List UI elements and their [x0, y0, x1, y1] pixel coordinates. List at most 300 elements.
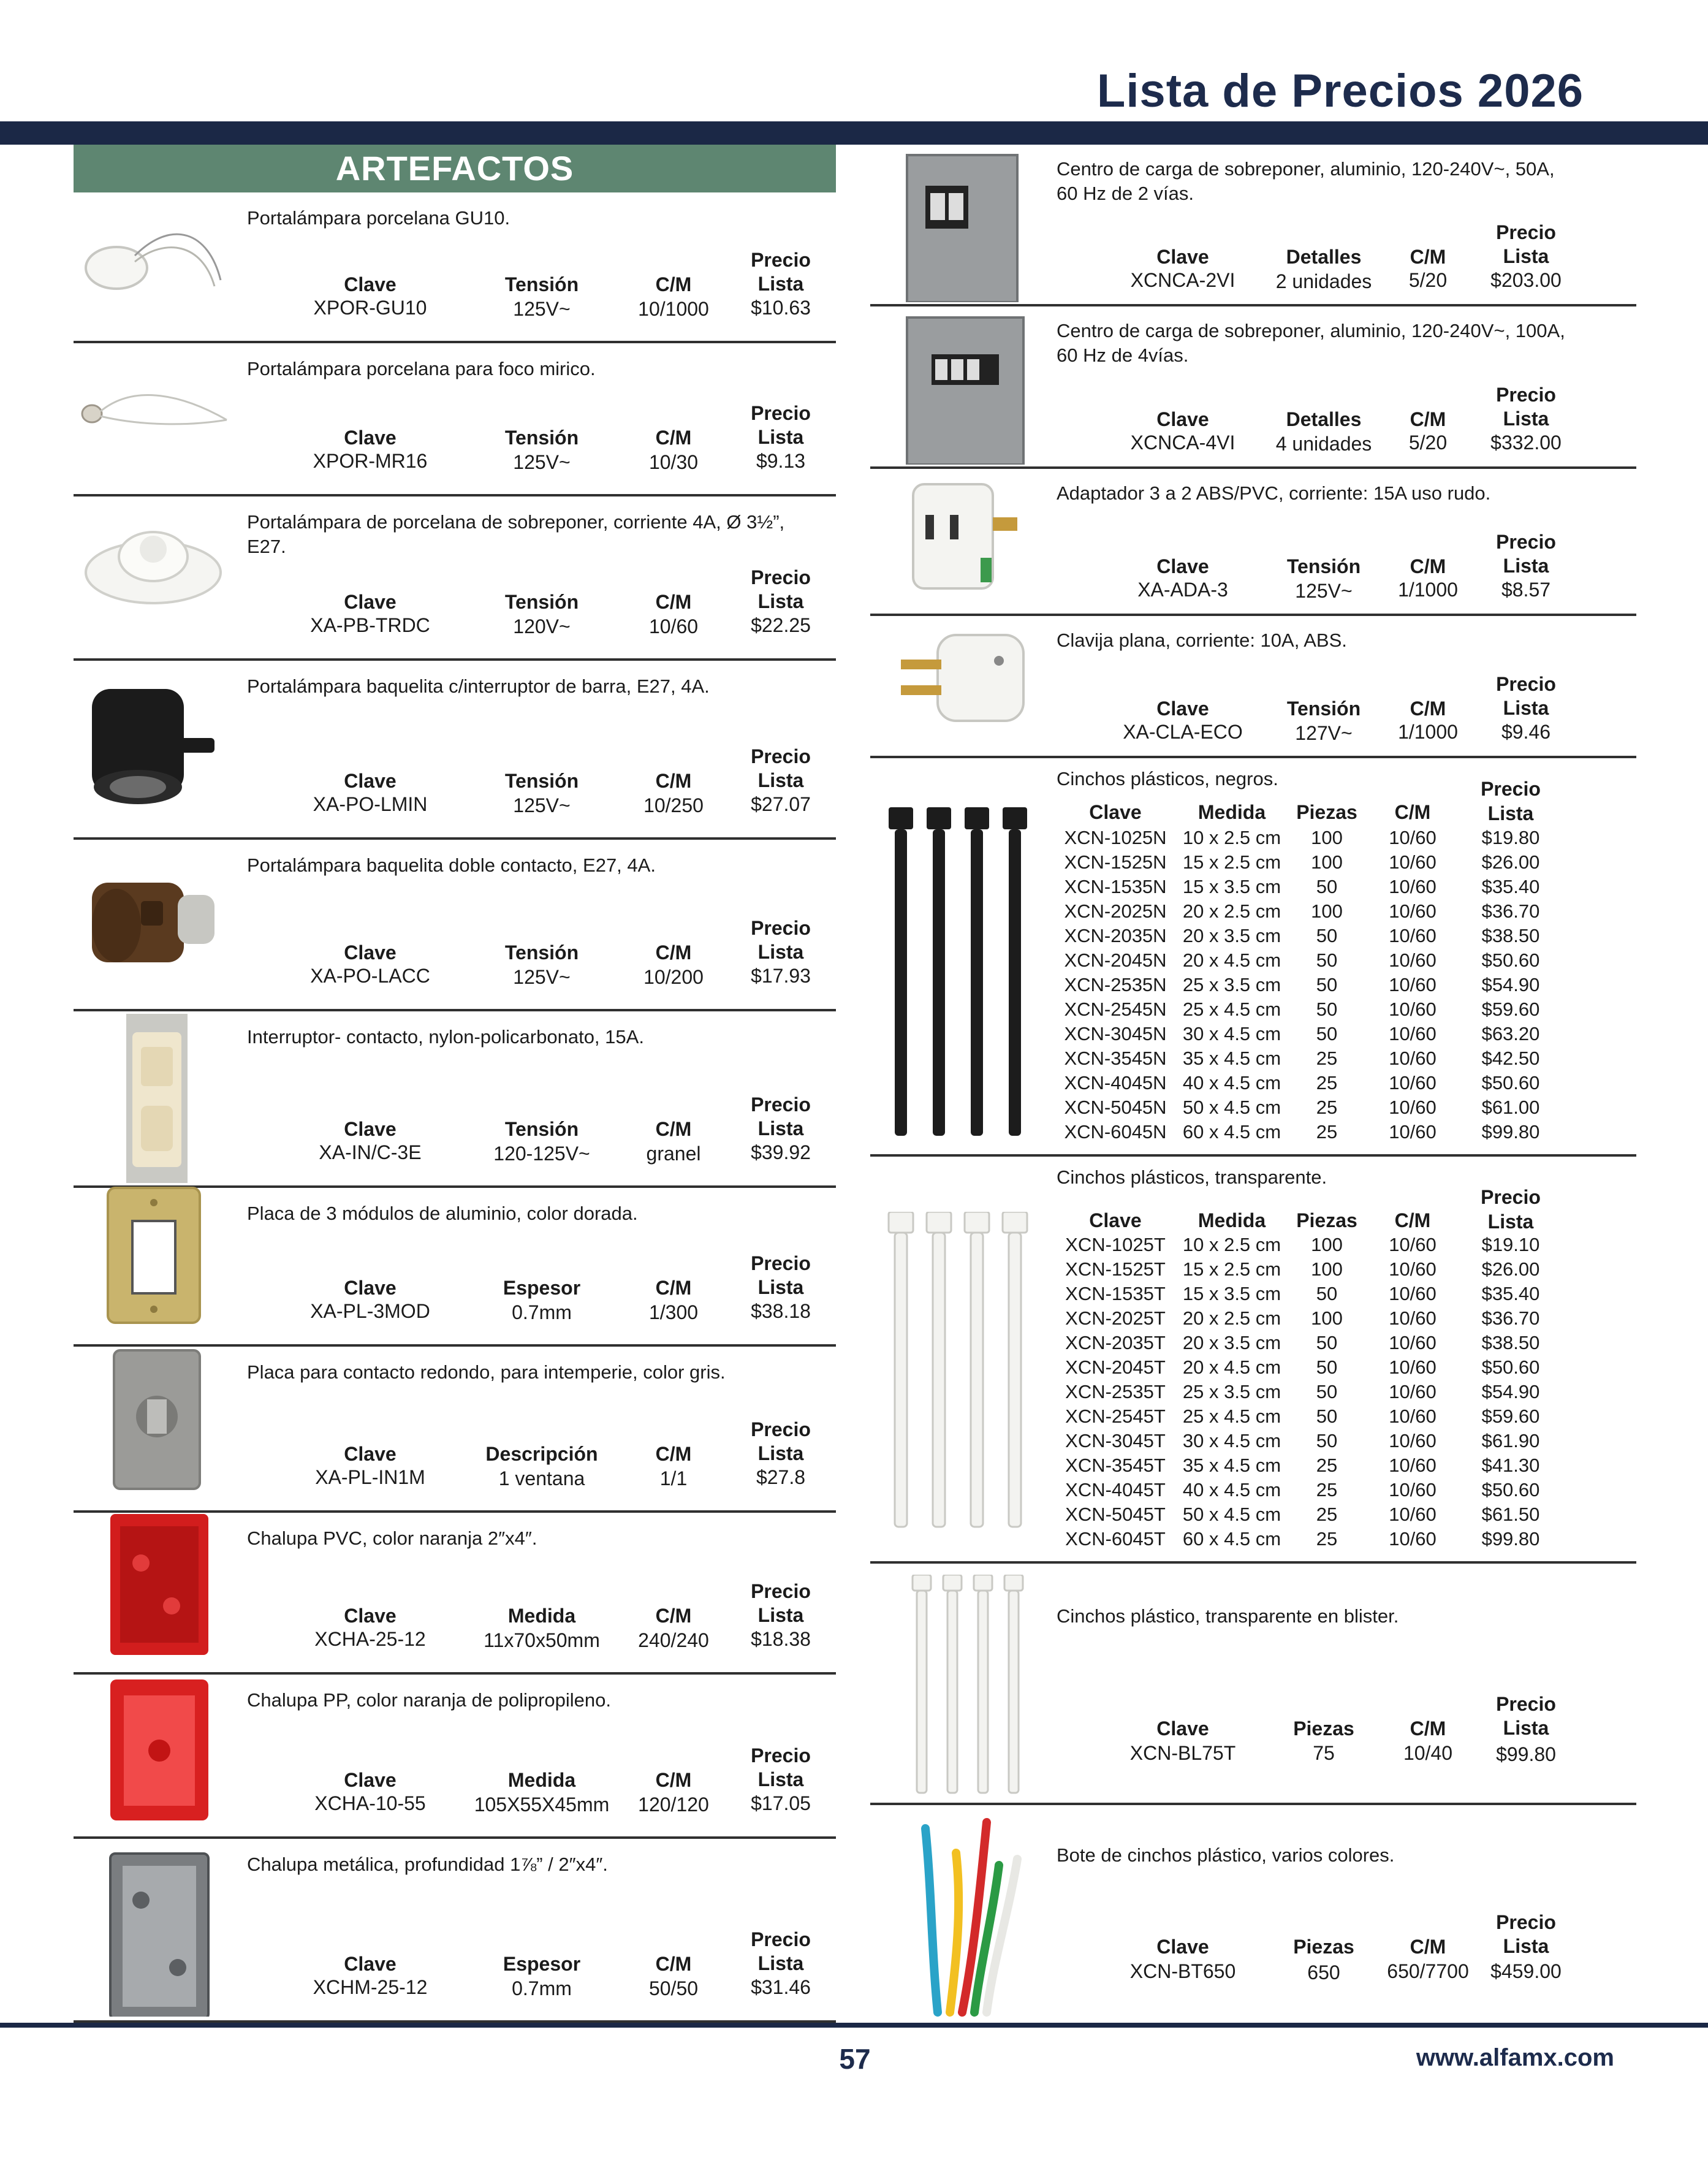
- precio-cell: $38.50: [1481, 925, 1540, 946]
- lista-label: Lista: [757, 1442, 804, 1464]
- clave-value: XA-PL-IN1M: [315, 1466, 425, 1488]
- piezas-cell: 100: [1311, 851, 1343, 873]
- clave-cell: XCN-1535T: [1065, 1283, 1166, 1304]
- medida-cell: 25 x 4.5 cm: [1182, 998, 1281, 1020]
- cm-header: C/M: [655, 591, 692, 613]
- product-description: Chalupa PP, color naranja de polipropileno.: [247, 1689, 612, 1711]
- clave-header: Clave: [1156, 246, 1209, 268]
- cm-value: 10/30: [648, 451, 699, 473]
- clave-cell: XCN-1525T: [1065, 1258, 1166, 1280]
- product-description: Placa de 3 módulos de aluminio, color dorada.: [247, 1203, 638, 1224]
- cm-cell: 10/60: [1389, 1258, 1437, 1280]
- precio-label: Precio: [751, 1418, 811, 1440]
- cm-cell: 10/60: [1389, 1234, 1437, 1255]
- precio-header: [726, 916, 836, 964]
- clave-cell: XCN-2545T: [1065, 1405, 1166, 1427]
- lista-label: Lista: [757, 1952, 804, 1974]
- cinchos-negros-desc: Cinchos plásticos, negros.: [1057, 768, 1278, 789]
- piezas-value: 650: [1307, 1961, 1340, 1984]
- precio-label: Precio: [751, 402, 811, 424]
- precio-cell: $61.00: [1481, 1097, 1540, 1118]
- table-row: [870, 1331, 1636, 1355]
- precio-header: [726, 566, 836, 614]
- clave-header: Clave: [344, 1118, 397, 1140]
- precio-header: [726, 248, 836, 296]
- cinchos-negros-block: [870, 758, 1636, 1157]
- piezas-cell: 25: [1316, 1479, 1338, 1500]
- table-row: [870, 948, 1636, 973]
- page-number: 57: [839, 2043, 871, 2075]
- piezas-cell: 50: [1316, 1332, 1338, 1353]
- cm-value: 120/120: [638, 1793, 709, 1816]
- cm-cell: 10/60: [1389, 1381, 1437, 1402]
- table-row: [870, 1120, 1636, 1144]
- description-line-1: Centro de carga de sobreponer, aluminio, 120-240V~, 100A,: [1057, 320, 1565, 341]
- lista-label: Lista: [757, 941, 804, 963]
- precio-cell: $54.90: [1481, 974, 1540, 995]
- lista-label: Lista: [757, 590, 804, 612]
- cm-cell: 10/60: [1389, 1405, 1437, 1427]
- cm-header: C/M: [1410, 408, 1446, 430]
- clave-header: Clave: [344, 1605, 397, 1627]
- cm-value: 1/1000: [1398, 721, 1458, 743]
- medida-cell: 10 x 2.5 cm: [1182, 1234, 1281, 1255]
- footer-bar: [0, 2023, 1708, 2028]
- medida-cell: 50 x 4.5 cm: [1182, 1504, 1281, 1525]
- lista-label: Lista: [1503, 555, 1549, 577]
- product-description: Interruptor- contacto, nylon-policarbonato, 15A.: [247, 1026, 644, 1048]
- clave-cell: XCN-2035N: [1064, 925, 1167, 946]
- cm-header: C/M: [655, 1605, 692, 1627]
- precio-cell: $36.70: [1481, 1307, 1540, 1329]
- precio-label: Precio: [751, 1094, 811, 1116]
- spec-value: 120-125V~: [493, 1143, 590, 1165]
- precio-header: [726, 1928, 836, 1976]
- product-description: Placa para contacto redondo, para intemperie, color gris.: [247, 1361, 726, 1383]
- col-piezas-header: Piezas: [1296, 1209, 1357, 1231]
- lista-label: Lista: [757, 426, 804, 448]
- medida-cell: 35 x 4.5 cm: [1182, 1455, 1281, 1476]
- medida-cell: 15 x 2.5 cm: [1182, 851, 1281, 873]
- precio-value: $17.93: [751, 965, 811, 987]
- medida-cell: 50 x 4.5 cm: [1182, 1097, 1281, 1118]
- table-row: [870, 1306, 1636, 1331]
- clave-header: Clave: [344, 1443, 397, 1465]
- cm-cell: 10/60: [1389, 827, 1437, 848]
- clave-value: XCN-BL75T: [1129, 1742, 1236, 1764]
- product-row: [74, 1513, 836, 1675]
- section-title: ARTEFACTOS: [74, 145, 836, 192]
- spec-value: 2 unidades: [1275, 270, 1372, 292]
- precio-cell: $19.80: [1481, 827, 1540, 848]
- cinchos-transparente-block: [870, 1157, 1636, 1564]
- table-row: [870, 1355, 1636, 1380]
- product-image: [74, 1845, 239, 2017]
- product-image: [74, 493, 239, 664]
- cm-value: 1/300: [648, 1301, 699, 1323]
- blister-block: [870, 1564, 1636, 1805]
- table-row: [870, 1453, 1636, 1478]
- clave-value: XPOR-GU10: [313, 297, 427, 319]
- cm-cell: 10/60: [1389, 1504, 1437, 1525]
- spec-value: 105X55X45mm: [474, 1793, 610, 1816]
- product-image: [74, 1671, 239, 1843]
- cm-header: C/M: [655, 1953, 692, 1975]
- piezas-cell: 50: [1316, 1283, 1338, 1304]
- cm-cell: 10/60: [1389, 900, 1437, 922]
- clave-cell: XCN-4045N: [1064, 1072, 1167, 1094]
- precio-header: [726, 1580, 836, 1627]
- clave-cell: XCN-3545T: [1065, 1455, 1166, 1476]
- precio-cell: $61.50: [1481, 1504, 1540, 1525]
- col-medida-header: Medida: [1197, 801, 1266, 823]
- product-description: Portalámpara porcelana para foco mirico.: [247, 358, 596, 379]
- precio-label: Precio: [1496, 1911, 1556, 1933]
- spec-value: 125V~: [513, 966, 571, 988]
- clave-value: XA-IN/C-3E: [319, 1141, 422, 1163]
- cm-header: C/M: [1410, 246, 1446, 268]
- blister-cable-ties-image: [910, 1575, 1027, 1795]
- clave-header: Clave: [344, 1769, 397, 1791]
- cm-cell: 10/60: [1389, 925, 1437, 946]
- clave-cell: XCN-2535T: [1065, 1381, 1166, 1402]
- product-description: [1057, 628, 1633, 653]
- product-image: [74, 1014, 239, 1185]
- medida-cell: 20 x 4.5 cm: [1182, 1356, 1281, 1378]
- medida-cell: 20 x 2.5 cm: [1182, 900, 1281, 922]
- piezas-cell: 50: [1316, 949, 1338, 971]
- table-row: [870, 1282, 1636, 1306]
- clave-value: XA-PO-LACC: [310, 965, 430, 987]
- clave-value: XA-ADA-3: [1137, 579, 1228, 601]
- clave-cell: XCN-1535N: [1064, 876, 1167, 897]
- table-row: [870, 850, 1636, 875]
- clave-cell: XCN-2025T: [1065, 1307, 1166, 1329]
- product-description: Portalámpara baquelita c/interruptor de barra, E27, 4A.: [247, 675, 710, 697]
- spec-header: Detalles: [1286, 246, 1362, 268]
- cm-value: 50/50: [648, 1977, 699, 1999]
- website-link[interactable]: www.alfamx.com: [1416, 2044, 1614, 2071]
- table-row: [870, 1257, 1636, 1282]
- precio-cell: $36.70: [1481, 900, 1540, 922]
- medida-cell: 10 x 2.5 cm: [1182, 827, 1281, 848]
- precio-value: $203.00: [1490, 269, 1562, 291]
- cm-value: 1/1: [659, 1467, 688, 1489]
- cm-cell: 10/60: [1389, 1023, 1437, 1044]
- clave-header: Clave: [344, 770, 397, 792]
- medida-cell: 25 x 3.5 cm: [1182, 974, 1281, 995]
- piezas-cell: 50: [1316, 1356, 1338, 1378]
- product-row: [74, 496, 836, 661]
- precio-cell: $26.00: [1481, 851, 1540, 873]
- cm-header: C/M: [655, 1277, 692, 1299]
- cm-value: 10/250: [643, 794, 704, 816]
- precio-label: Precio: [751, 745, 811, 767]
- cm-cell: 10/60: [1389, 1479, 1437, 1500]
- precio-value: $18.38: [751, 1628, 811, 1650]
- product-description: [1057, 319, 1633, 368]
- col-piezas-header: Piezas: [1296, 801, 1357, 823]
- lista-label: Lista: [757, 1117, 804, 1139]
- precio-header: [726, 1093, 836, 1141]
- colored-cable-ties-image: [907, 1816, 1030, 2018]
- medida-cell: 60 x 4.5 cm: [1182, 1121, 1281, 1143]
- precio-cell: $50.60: [1481, 1356, 1540, 1378]
- spec-value: 11x70x50mm: [484, 1629, 600, 1651]
- product-image: [74, 182, 239, 354]
- spec-value: 125V~: [513, 794, 571, 816]
- lista-label: Lista: [1503, 697, 1549, 719]
- product-row: [870, 306, 1636, 469]
- medida-cell: 30 x 4.5 cm: [1182, 1023, 1281, 1044]
- cm-cell: 10/60: [1389, 1307, 1437, 1329]
- piezas-cell: 50: [1316, 1405, 1338, 1427]
- lista-label: Lista: [1487, 1211, 1534, 1233]
- product-row: [74, 1011, 836, 1188]
- medida-cell: 25 x 4.5 cm: [1182, 1405, 1281, 1427]
- clave-header: Clave: [344, 941, 397, 964]
- piezas-cell: 100: [1311, 1258, 1343, 1280]
- cm-cell: 10/60: [1389, 1455, 1437, 1476]
- description-line-2: 60 Hz de 2 vías.: [1057, 183, 1194, 204]
- precio-value: $31.46: [751, 1976, 811, 1998]
- precio-header: [1471, 1911, 1581, 1958]
- clave-value: XCNCA-4VI: [1130, 432, 1235, 454]
- medida-cell: 30 x 4.5 cm: [1182, 1430, 1281, 1451]
- precio-cell: $42.50: [1481, 1048, 1540, 1069]
- product-row: [74, 840, 836, 1011]
- table-row: [870, 1429, 1636, 1453]
- precio-cell: $35.40: [1481, 1283, 1540, 1304]
- product-row: [74, 1188, 836, 1347]
- cm-value: 650/7700: [1387, 1960, 1469, 1982]
- clave-cell: XCN-2535N: [1064, 974, 1167, 995]
- cm-value: granel: [646, 1143, 701, 1165]
- precio-cell: $61.90: [1481, 1430, 1540, 1451]
- clave-cell: XCN-3545N: [1064, 1048, 1167, 1069]
- spec-value: 4 unidades: [1275, 433, 1372, 455]
- spec-header: Tensión: [504, 427, 579, 449]
- precio-header: [1471, 221, 1581, 268]
- precio-label: Precio: [1496, 1693, 1556, 1715]
- precio-cell: $41.30: [1481, 1455, 1540, 1476]
- table-row: [870, 1380, 1636, 1404]
- cm-cell: 10/60: [1389, 876, 1437, 897]
- col-cm-header: C/M: [1394, 1209, 1431, 1231]
- clave-value: XA-CLA-ECO: [1123, 721, 1243, 743]
- cm-value: 5/20: [1408, 432, 1448, 454]
- clave-cell: XCN-4045T: [1065, 1479, 1166, 1500]
- precio-cell: $63.20: [1481, 1023, 1540, 1044]
- precio-cell: $26.00: [1481, 1258, 1540, 1280]
- product-row: [74, 192, 836, 343]
- clave-cell: XCN-6045T: [1065, 1528, 1166, 1550]
- piezas-cell: 50: [1316, 925, 1338, 946]
- piezas-cell: 25: [1316, 1097, 1338, 1118]
- table-row: [870, 1502, 1636, 1527]
- cm-header: C/M: [655, 273, 692, 295]
- clave-cell: XCN-5045T: [1065, 1504, 1166, 1525]
- cm-cell: 10/60: [1389, 1283, 1437, 1304]
- clave-header: Clave: [1156, 555, 1209, 577]
- table-row: [870, 997, 1636, 1022]
- product-row: [870, 145, 1636, 306]
- medida-cell: 20 x 4.5 cm: [1182, 949, 1281, 971]
- clave-header: Clave: [344, 1953, 397, 1975]
- precio-header: [726, 1418, 836, 1466]
- piezas-cell: 100: [1311, 1234, 1343, 1255]
- piezas-cell: 50: [1316, 998, 1338, 1020]
- medida-cell: 25 x 3.5 cm: [1182, 1381, 1281, 1402]
- product-image: [882, 311, 1042, 465]
- lista-label: Lista: [1503, 1717, 1549, 1739]
- precio-cell: $54.90: [1481, 1381, 1540, 1402]
- precio-label: Precio: [751, 1580, 811, 1602]
- table-row: [870, 826, 1636, 850]
- piezas-header: Piezas: [1293, 1717, 1354, 1740]
- piezas-cell: 25: [1316, 1528, 1338, 1550]
- precio-header: [1471, 672, 1581, 720]
- precio-value: $22.25: [751, 614, 811, 636]
- product-description: Chalupa metálica, profundidad 1⅞” / 2″x4″.: [247, 1854, 608, 1875]
- clave-header: Clave: [1156, 408, 1209, 430]
- cm-header: C/M: [1410, 1717, 1446, 1740]
- cm-value: 10/200: [643, 966, 704, 988]
- product-description: Portalámpara de porcelana de sobreponer, corriente 4A, Ø 3½”, E27.: [247, 511, 785, 557]
- col-precio-header: [1459, 1185, 1563, 1234]
- spec-header: Tensión: [504, 273, 579, 295]
- precio-cell: $19.10: [1481, 1234, 1540, 1255]
- clave-cell: XCN-2545N: [1064, 998, 1167, 1020]
- piezas-cell: 50: [1316, 974, 1338, 995]
- clave-header: Clave: [344, 1277, 397, 1299]
- piezas-cell: 50: [1316, 876, 1338, 897]
- medida-cell: 40 x 4.5 cm: [1182, 1072, 1281, 1094]
- medida-cell: 20 x 3.5 cm: [1182, 1332, 1281, 1353]
- precio-header: [1471, 383, 1581, 431]
- cm-header: C/M: [655, 1118, 692, 1140]
- lista-label: Lista: [757, 273, 804, 295]
- cm-cell: 10/60: [1389, 1048, 1437, 1069]
- product-row: [74, 1839, 836, 2023]
- description-line-1: Centro de carga de sobreponer, aluminio, 120-240V~, 50A,: [1057, 158, 1555, 180]
- lista-label: Lista: [1503, 408, 1549, 430]
- product-row: [74, 1675, 836, 1839]
- header-bar: [0, 121, 1708, 145]
- medida-cell: 15 x 2.5 cm: [1182, 1258, 1281, 1280]
- cm-value: 10/40: [1403, 1742, 1453, 1764]
- precio-value: $27.07: [751, 793, 811, 815]
- precio-label: Precio: [751, 1252, 811, 1274]
- lista-label: Lista: [1503, 245, 1549, 267]
- clave-value: XA-PB-TRDC: [310, 614, 430, 636]
- precio-label: Precio: [1496, 221, 1556, 243]
- piezas-cell: 25: [1316, 1048, 1338, 1069]
- precio-label: Precio: [751, 566, 811, 588]
- spec-value: 120V~: [513, 615, 571, 637]
- spec-header: Tensión: [504, 941, 579, 964]
- clave-value: XCHM-25-12: [313, 1976, 428, 1998]
- piezas-cell: 100: [1311, 827, 1343, 848]
- precio-label: Precio: [1481, 1186, 1541, 1208]
- precio-header: [726, 401, 836, 449]
- piezas-cell: 50: [1316, 1381, 1338, 1402]
- description-line-2: 60 Hz de 4vías.: [1057, 344, 1189, 366]
- clave-cell: XCN-2035T: [1065, 1332, 1166, 1353]
- lista-label: Lista: [757, 769, 804, 791]
- precio-label: Precio: [751, 1928, 811, 1950]
- medida-cell: 40 x 4.5 cm: [1182, 1479, 1281, 1500]
- piezas-cell: 25: [1316, 1504, 1338, 1525]
- description-line-1: Adaptador 3 a 2 ABS/PVC, corriente: 15A uso rudo.: [1057, 482, 1491, 504]
- product-image: [882, 149, 1042, 302]
- spec-header: Tensión: [504, 1118, 579, 1140]
- precio-cell: $99.80: [1481, 1121, 1540, 1143]
- spec-header: Medida: [507, 1605, 576, 1627]
- col-medida-header: Medida: [1197, 1209, 1266, 1231]
- cinchos-transparente-desc: Cinchos plásticos, transparente.: [1057, 1166, 1327, 1188]
- piezas-cell: 50: [1316, 1430, 1338, 1451]
- product-image: [74, 334, 239, 506]
- lista-label: Lista: [757, 1604, 804, 1626]
- product-row: [74, 661, 836, 840]
- table-row: [870, 1527, 1636, 1551]
- precio-cell: $38.50: [1481, 1332, 1540, 1353]
- lista-label: Lista: [1487, 802, 1534, 824]
- spec-header: Espesor: [503, 1953, 581, 1975]
- col-cm-header: C/M: [1394, 801, 1431, 823]
- clave-value: XA-PO-LMIN: [313, 793, 428, 815]
- piezas-cell: 100: [1311, 900, 1343, 922]
- product-row: [74, 1347, 836, 1513]
- cm-value: 1/1000: [1398, 579, 1458, 601]
- precio-label: Precio: [751, 1744, 811, 1767]
- precio-header: [1471, 1692, 1581, 1740]
- spec-value: 125V~: [513, 298, 571, 320]
- table-row: [870, 875, 1636, 899]
- table-row: [870, 1478, 1636, 1502]
- clave-value: XCHA-10-55: [314, 1792, 426, 1814]
- spec-value: 0.7mm: [512, 1301, 572, 1323]
- spec-header: Espesor: [503, 1277, 581, 1299]
- clave-header: Clave: [344, 273, 397, 295]
- table-row: [870, 1233, 1636, 1257]
- medida-cell: 20 x 3.5 cm: [1182, 925, 1281, 946]
- piezas-cell: 100: [1311, 1307, 1343, 1329]
- clave-header: Clave: [344, 591, 397, 613]
- description-line-1: Clavija plana, corriente: 10A, ABS.: [1057, 629, 1347, 651]
- cm-cell: 10/60: [1389, 851, 1437, 873]
- lista-label: Lista: [1503, 1935, 1549, 1957]
- spec-header: Tensión: [1286, 698, 1361, 720]
- precio-value: $38.18: [751, 1300, 811, 1322]
- precio-value: $39.92: [751, 1141, 811, 1163]
- product-description: Portalámpara porcelana GU10.: [247, 207, 511, 229]
- precio-cell: $50.60: [1481, 1479, 1540, 1500]
- product-description: Portalámpara baquelita doble contacto, E27, 4A.: [247, 854, 656, 876]
- precio-label: Precio: [1496, 384, 1556, 406]
- table-row: [870, 1046, 1636, 1071]
- piezas-value: 75: [1313, 1742, 1335, 1764]
- cm-header: C/M: [655, 770, 692, 792]
- cm-cell: 10/60: [1389, 1097, 1437, 1118]
- piezas-cell: 25: [1316, 1072, 1338, 1094]
- medida-cell: 60 x 4.5 cm: [1182, 1528, 1281, 1550]
- cm-header: C/M: [1410, 1936, 1446, 1958]
- cm-cell: 10/60: [1389, 1072, 1437, 1094]
- product-image: [882, 610, 1042, 764]
- precio-cell: $59.60: [1481, 998, 1540, 1020]
